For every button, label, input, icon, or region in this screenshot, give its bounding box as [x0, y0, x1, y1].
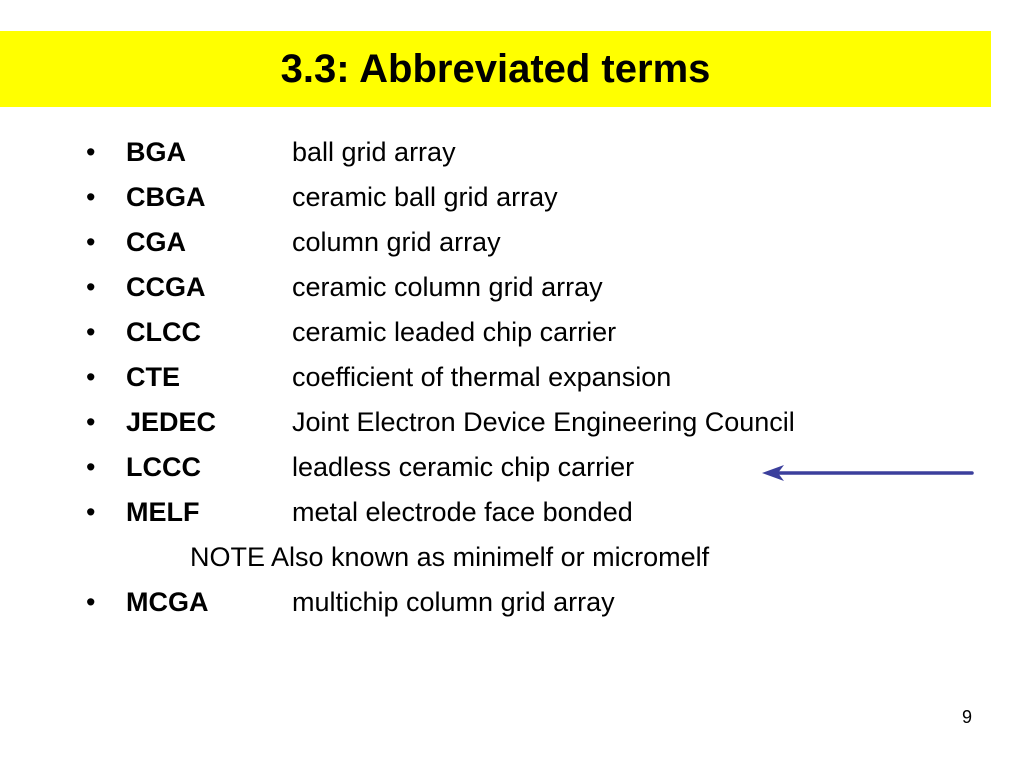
term-abbreviation: CBGA	[126, 182, 206, 212]
left-arrow-icon	[760, 460, 976, 490]
term-item-cbga	[0, 175, 1024, 220]
term-item-cga	[0, 220, 1024, 265]
term-definition: Joint Electron Device Engineering Council	[292, 407, 795, 437]
term-definition: metal electrode face bonded	[292, 497, 633, 527]
term-item-jedec	[0, 400, 1024, 445]
term-definition: ceramic column grid array	[292, 272, 603, 302]
bullet-dot: •	[86, 137, 96, 167]
term-item-ccga	[0, 265, 1024, 310]
slide-title: 3.3: Abbreviated terms	[280, 46, 711, 91]
term-item-mcga	[0, 580, 1024, 625]
bullet-dot: •	[86, 587, 96, 617]
term-abbreviation: BGA	[126, 137, 186, 167]
term-item-clcc	[0, 310, 1024, 355]
term-abbreviation: MCGA	[126, 587, 209, 617]
term-definition: leadless ceramic chip carrier	[292, 452, 635, 482]
term-abbreviation: CCGA	[126, 272, 206, 302]
term-definition: column grid array	[292, 227, 501, 257]
term-definition: ball grid array	[292, 137, 456, 167]
term-abbreviation: CLCC	[126, 317, 201, 347]
term-item-cte	[0, 355, 1024, 400]
term-definition: ceramic leaded chip carrier	[292, 317, 617, 347]
term-item-melf	[0, 490, 1024, 535]
bullet-dot: •	[86, 317, 96, 347]
bullet-dot: •	[86, 407, 96, 437]
term-abbreviation: LCCC	[126, 452, 201, 482]
abbreviation-list	[0, 130, 1024, 625]
bullet-dot: •	[86, 182, 96, 212]
term-abbreviation: JEDEC	[126, 407, 217, 437]
note-text: NOTE Also known as minimelf or micromelf	[190, 542, 710, 572]
term-abbreviation: CGA	[126, 227, 186, 257]
bullet-dot: •	[86, 362, 96, 392]
term-abbreviation: MELF	[126, 497, 200, 527]
melf-note	[0, 535, 1024, 580]
bullet-dot: •	[86, 272, 96, 302]
term-definition: multichip column grid array	[292, 587, 615, 617]
term-abbreviation: CTE	[126, 362, 180, 392]
term-definition: coefficient of thermal expansion	[292, 362, 672, 392]
title-bar	[0, 31, 991, 107]
term-definition: ceramic ball grid array	[292, 182, 558, 212]
term-item-bga	[0, 130, 1024, 175]
bullet-dot: •	[86, 227, 96, 257]
bullet-dot: •	[86, 497, 96, 527]
bullet-dot: •	[86, 452, 96, 482]
page-number: 9	[961, 707, 972, 727]
